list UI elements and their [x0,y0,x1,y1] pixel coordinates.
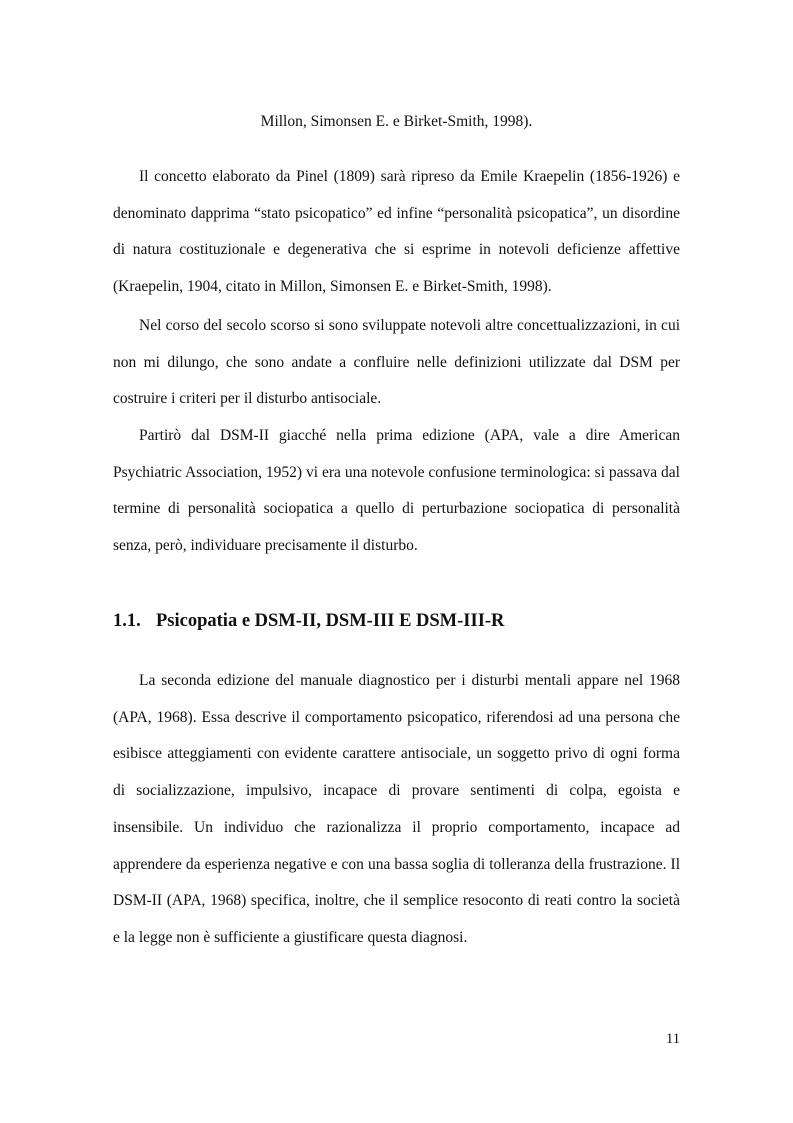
section-heading [113,609,504,633]
paragraph-concettualizzazioni: Nel corso del secolo scorso si sono sviluppate notevoli altre concettualizzazioni, in cui non mi dilungo, che sono andate a confluire nelle definizioni utilizzate dal DSM per costruire i criteri per il disturbo antisociale. [113,317,680,408]
page-number: 11 [666,1031,680,1047]
paragraph-dsm-ii-intro: Partirò dal DSM-II giacché nella prima edizione (APA, vale a dire American Psychiatric Association, 1952) vi era una notevole confusione terminologica: si passava dal termine di personalità sociopatica a quello di perturbazione sociopatica di personalità senza, però, individuare precisamente il disturbo. [113,427,680,555]
paragraph-dsm-ii-description: La seconda edizione del manuale diagnostico per i disturbi mentali appare nel 1968 (APA, 1968). Essa descrive il comportamento psicopatico, riferendosi ad una persona che esibisce atteggiamenti con evidente carattere antisociale, un soggetto privo di ogni forma di socializzazione, impulsivo, incapace di provare sentimenti di colpa, egoista e insensibile. Un individuo che razionalizza il proprio comportamento, incapace ad apprendere da esperienza negative e con una bassa soglia di tolleranza della frustrazione. Il DSM-II (APA, 1968) specifica, inoltre, che il semplice resoconto di reati contro la società e la legge non è sufficiente a giustificare questa diagnosi. [113,672,680,946]
continued-citation-line: Millon, Simonsen E. e Birket-Smith, 1998). [260,113,533,130]
paragraph-kraepelin: Il concetto elaborato da Pinel (1809) sarà ripreso da Emile Kraepelin (1856-1926) e denominato dapprima “stato psicopatico” ed infine “personalità psicopatica”, un disordine di natura costituzionale e degenerativa che si esprime in notevoli deficienze affettive (Kraepelin, 1904, citato in Millon, Simonsen E. e Birket-Smith, 1998). [113,168,680,296]
section-number: 1.1. [113,611,141,631]
section-title: Psicopatia e DSM-II, DSM-III E DSM-III-R [156,611,505,631]
